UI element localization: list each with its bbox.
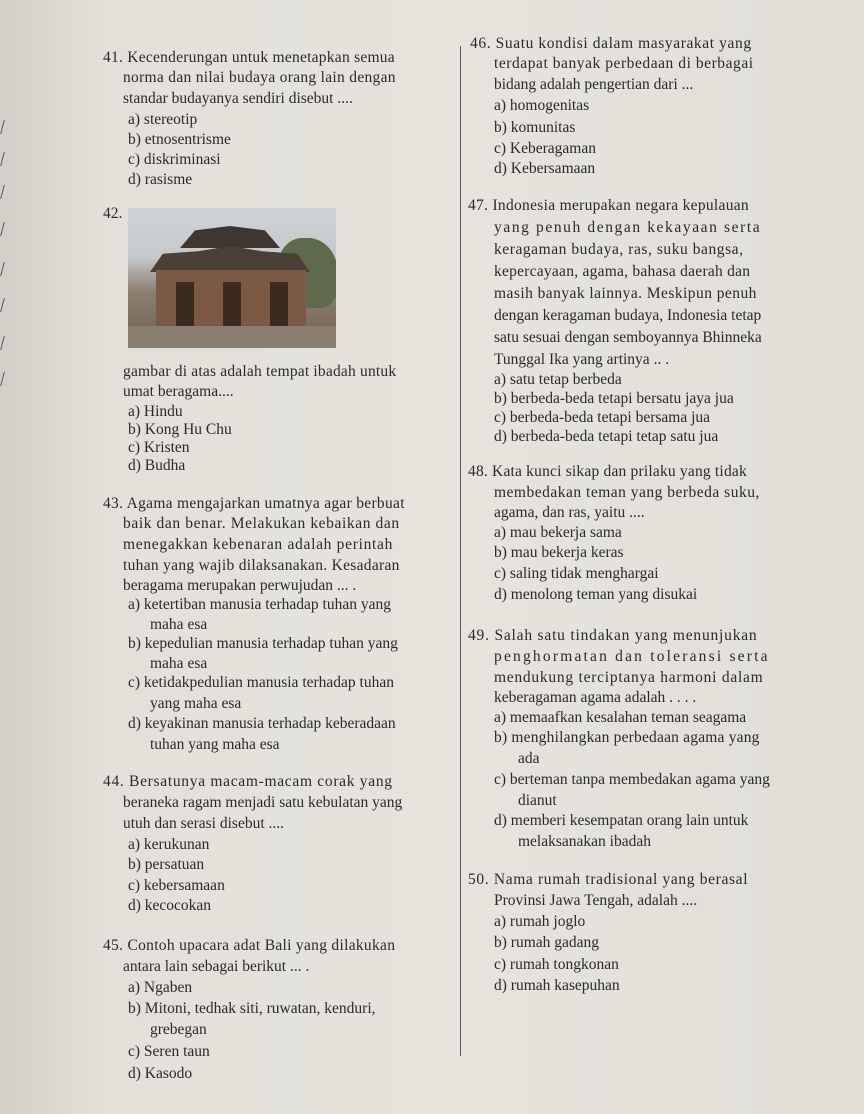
q49-option-c: c) berteman tanpa membedakan agama yang	[494, 771, 770, 788]
q42-number: 42.	[103, 205, 123, 222]
q46-option-d: d) Kebersamaan	[494, 160, 596, 177]
q43-option-d-cont: tuhan yang maha esa	[150, 736, 280, 753]
q47-option-c: c) berbeda-beda tetapi bersama jua	[494, 409, 711, 426]
q45-stem-1: 45. Contoh upacara adat Bali yang dilakukan	[103, 937, 396, 954]
q50-option-d: d) rumah kasepuhan	[494, 977, 620, 994]
q49-stem-2: penghormatan dan toleransi serta	[494, 648, 770, 665]
q46-stem-2: terdapat banyak perbedaan di berbagai	[494, 55, 754, 72]
q44-option-d: d) kecocokan	[128, 897, 212, 914]
q49-option-a: a) memaafkan kesalahan teman seagama	[494, 709, 747, 726]
q50-stem-2: Provinsi Jawa Tengah, adalah ....	[494, 892, 698, 909]
q49-option-d-cont: melaksanakan ibadah	[518, 833, 651, 850]
q47-stem-1: 47. Indonesia merupakan negara kepulauan	[468, 197, 749, 214]
q47-stem-3: keragaman budaya, ras, suku bangsa,	[494, 241, 744, 258]
q47-stem-5: masih banyak lainnya. Meskipun penuh	[494, 285, 757, 302]
q49-option-c-cont: dianut	[518, 792, 557, 809]
temple-photo	[128, 208, 336, 348]
q43-stem-3: menegakkan kebenaran adalah perintah	[123, 536, 394, 553]
q48-option-a: a) mau bekerja sama	[494, 524, 622, 541]
q43-option-a-cont: maha esa	[150, 616, 208, 633]
q49-stem-4: keberagaman agama adalah . . . .	[494, 689, 697, 706]
q50-option-c: c) rumah tongkonan	[494, 956, 619, 973]
q48-option-c: c) saling tidak menghargai	[494, 565, 659, 582]
q48-option-d: d) menolong teman yang disukai	[494, 586, 698, 603]
q43-stem-1: 43. Agama mengajarkan umatnya agar berbuat	[103, 495, 405, 512]
q48-stem-3: agama, dan ras, yaitu ....	[494, 504, 645, 521]
q47-option-b: b) berbeda-beda tetapi bersatu jaya jua	[494, 390, 734, 407]
q49-option-b: b) menghilangkan perbedaan agama yang	[494, 729, 760, 746]
q48-stem-1: 48. Kata kunci sikap dan prilaku yang tidak	[468, 463, 747, 480]
q48-stem-2: membedakan teman yang berbeda suku,	[494, 484, 760, 501]
q46-option-c: c) Keberagaman	[494, 140, 596, 157]
q50-option-a: a) rumah joglo	[494, 913, 586, 930]
q46-option-a: a) homogenitas	[494, 97, 590, 114]
q42-stem-2: umat beragama....	[123, 383, 234, 400]
q47-option-a: a) satu tetap berbeda	[494, 371, 622, 388]
left-margin-marks	[0, 0, 18, 1114]
q47-stem-6: dengan keragaman budaya, Indonesia tetap	[494, 307, 762, 324]
q44-stem-3: utuh dan serasi disebut ....	[123, 815, 285, 832]
q43-stem-5: beragama merupakan perwujudan ... .	[123, 577, 357, 594]
q41-option-a: a) stereotip	[128, 111, 198, 128]
q49-option-b-cont: ada	[518, 750, 540, 767]
q44-option-b: b) persatuan	[128, 856, 205, 873]
q47-option-d: d) berbeda-beda tetapi tetap satu jua	[494, 428, 719, 445]
q41-option-c: c) diskriminasi	[128, 151, 221, 168]
q41-option-d: d) rasisme	[128, 171, 193, 188]
q46-option-b: b) komunitas	[494, 119, 576, 136]
q49-stem-1: 49. Salah satu tindakan yang menunjukan	[468, 627, 758, 644]
q43-stem-2: baik dan benar. Melakukan kebaikan dan	[123, 515, 400, 532]
column-divider	[460, 46, 461, 1056]
q43-option-c: c) ketidakpedulian manusia terhadap tuhan	[128, 674, 394, 691]
q42-option-a: a) Hindu	[128, 403, 183, 420]
q47-stem-4: kepercayaan, agama, bahasa daerah dan	[494, 263, 751, 280]
q42-option-d: d) Budha	[128, 457, 186, 474]
q43-option-d: d) keyakinan manusia terhadap keberadaan	[128, 715, 396, 732]
q44-stem-2: beraneka ragam menjadi satu kebulatan yang	[123, 794, 403, 811]
q50-option-b: b) rumah gadang	[494, 934, 600, 951]
q41-stem-2: norma dan nilai budaya orang lain dengan	[123, 69, 396, 86]
q47-stem-2: yang penuh dengan kekayaan serta	[494, 219, 762, 236]
q49-option-d: d) memberi kesempatan orang lain untuk	[494, 812, 749, 829]
q45-option-b: b) Mitoni, tedhak siti, ruwatan, kenduri,	[128, 1000, 376, 1017]
q45-option-b-cont: grebegan	[150, 1021, 207, 1038]
q43-option-c-cont: yang maha esa	[150, 695, 242, 712]
q46-stem-3: bidang adalah pengertian dari ...	[494, 76, 694, 93]
q45-option-c: c) Seren taun	[128, 1043, 210, 1060]
q47-stem-8: Tunggal Ika yang artinya .. .	[494, 351, 670, 368]
q45-stem-2: antara lain sebagai berikut ... .	[123, 958, 310, 975]
q49-stem-3: mendukung terciptanya harmoni dalam	[494, 669, 764, 686]
q48-option-b: b) mau bekerja keras	[494, 544, 624, 561]
q50-stem-1: 50. Nama rumah tradisional yang berasal	[468, 871, 749, 888]
q45-option-a: a) Ngaben	[128, 979, 193, 996]
q41-option-b: b) etnosentrisme	[128, 131, 231, 148]
q43-option-a: a) ketertiban manusia terhadap tuhan yang	[128, 596, 391, 613]
q42-option-c: c) Kristen	[128, 439, 190, 456]
q47-stem-7: satu sesuai dengan semboyannya Bhinneka	[494, 329, 762, 346]
q43-stem-4: tuhan yang wajib dilaksanakan. Kesadaran	[123, 557, 400, 574]
q41-stem-3: standar budayanya sendiri disebut ....	[123, 90, 353, 107]
q41-stem-1: 41. Kecenderungan untuk menetapkan semua	[103, 49, 395, 66]
q44-option-a: a) kerukunan	[128, 836, 210, 853]
q44-option-c: c) kebersamaan	[128, 877, 225, 894]
q46-stem-1: 46. Suatu kondisi dalam masyarakat yang	[470, 35, 752, 52]
q44-stem-1: 44. Bersatunya macam-macam corak yang	[103, 773, 393, 790]
q45-option-d: d) Kasodo	[128, 1065, 193, 1082]
q42-option-b: b) Kong Hu Chu	[128, 421, 232, 438]
q43-option-b-cont: maha esa	[150, 655, 208, 672]
q42-stem-1: gambar di atas adalah tempat ibadah untuk	[123, 363, 397, 380]
q43-option-b: b) kepedulian manusia terhadap tuhan yang	[128, 635, 398, 652]
